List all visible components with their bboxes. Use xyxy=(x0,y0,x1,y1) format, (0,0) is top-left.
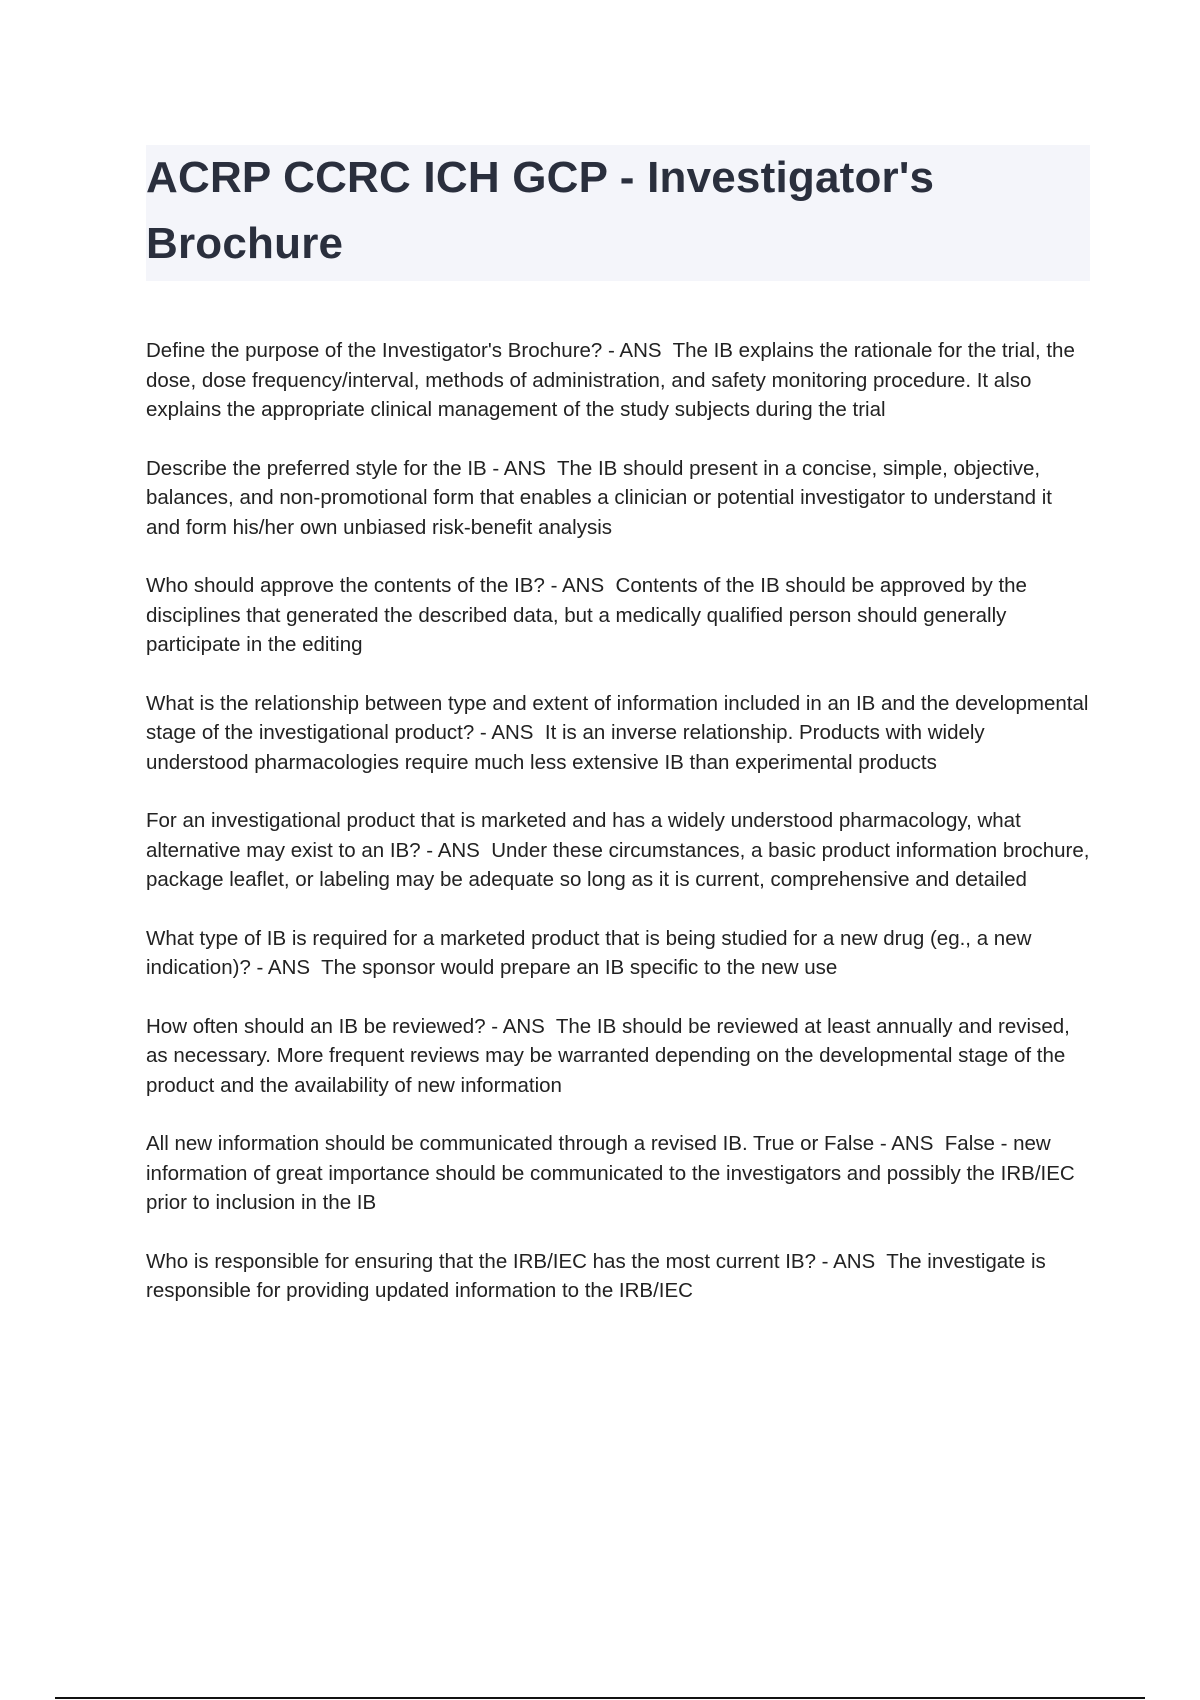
qa-item xyxy=(146,571,1090,660)
answer-text: The IB explains the rationale for the trial, the dose, dose frequency/interval, methods of administration, and safety monitoring procedure. It also explains the appropriate clinical management of the study subjects during the trial xyxy=(146,339,1075,421)
answer-text: The IB should be reviewed at least annually and revised, as necessary. More frequent reviews may be warranted depending on the developmental stage of the product and the availability of new information xyxy=(146,1014,1070,1097)
answer-text: Under these circumstances, a basic product information brochure, package leaflet, or labeling may be adequate so long as it is current, comprehensive and detailed xyxy=(146,838,1090,891)
ans-separator: - ANS xyxy=(250,956,322,979)
ans-separator: - ANS xyxy=(486,456,557,480)
qa-item xyxy=(146,336,1090,425)
question-text: Define the purpose of the Investigator's Brochure? xyxy=(146,339,603,362)
ans-separator: - ANS xyxy=(602,339,673,362)
answer-text: The IB should present in a concise, simple, objective, balances, and non-promotional form that enables a clinician or potential investigator to understand it and form his/her own unbiased risk-benefit analysis xyxy=(146,456,1052,539)
qa-list xyxy=(146,336,1090,1335)
question-text: For an investigational product that is marketed and has a widely understood pharmacology, what alternative may exist to an IB? xyxy=(146,809,1021,862)
question-text: How often should an IB be reviewed? xyxy=(146,1014,486,1038)
qa-item xyxy=(146,924,1090,983)
ans-separator: - ANS xyxy=(485,1014,556,1038)
answer-text: Contents of the IB should be approved by the disciplines that generated the described data, but a medically qualified person should generally participate in the editing xyxy=(146,574,1027,656)
ans-separator: - ANS xyxy=(815,1249,887,1273)
qa-item xyxy=(146,689,1090,778)
ans-separator: - ANS xyxy=(420,838,492,862)
ans-separator: - ANS xyxy=(874,1132,945,1155)
qa-item xyxy=(146,1129,1090,1218)
question-text: Who should approve the contents of the IB? xyxy=(146,574,545,597)
ans-separator: - ANS xyxy=(474,721,545,744)
answer-text: It is an inverse relationship. Products with widely understood pharmacologies require much less extensive IB than experimental products xyxy=(146,721,985,774)
question-text: What type of IB is required for a marketed product that is being studied for a new drug (eg., a new indication)? xyxy=(146,926,1032,979)
title-box xyxy=(146,145,1090,281)
answer-text: False - new information of great importance should be communicated to the investigators and possibly the IRB/IEC prior to inclusion in the IB xyxy=(146,1132,1075,1214)
page-divider xyxy=(55,1697,1145,1699)
ans-separator: - ANS xyxy=(544,574,616,597)
qa-item xyxy=(146,1012,1090,1101)
question-text: What is the relationship between type and extent of information included in an IB and the developmental stage of the investigational product? xyxy=(146,691,1089,744)
qa-item xyxy=(146,1247,1090,1306)
page-title: ACRP CCRC ICH GCP - Investigator's Brochure xyxy=(146,153,935,268)
question-text: All new information should be communicated through a revised IB. True or False xyxy=(146,1132,875,1155)
answer-text: The investigate is responsible for providing updated information to the IRB/IEC xyxy=(146,1249,1046,1302)
question-text: Who is responsible for ensuring that the IRB/IEC has the most current IB? xyxy=(146,1249,816,1273)
question-text: Describe the preferred style for the IB xyxy=(146,456,487,480)
answer-text: The sponsor would prepare an IB specific to the new use xyxy=(321,956,838,979)
qa-item xyxy=(146,806,1090,895)
qa-item xyxy=(146,454,1090,543)
